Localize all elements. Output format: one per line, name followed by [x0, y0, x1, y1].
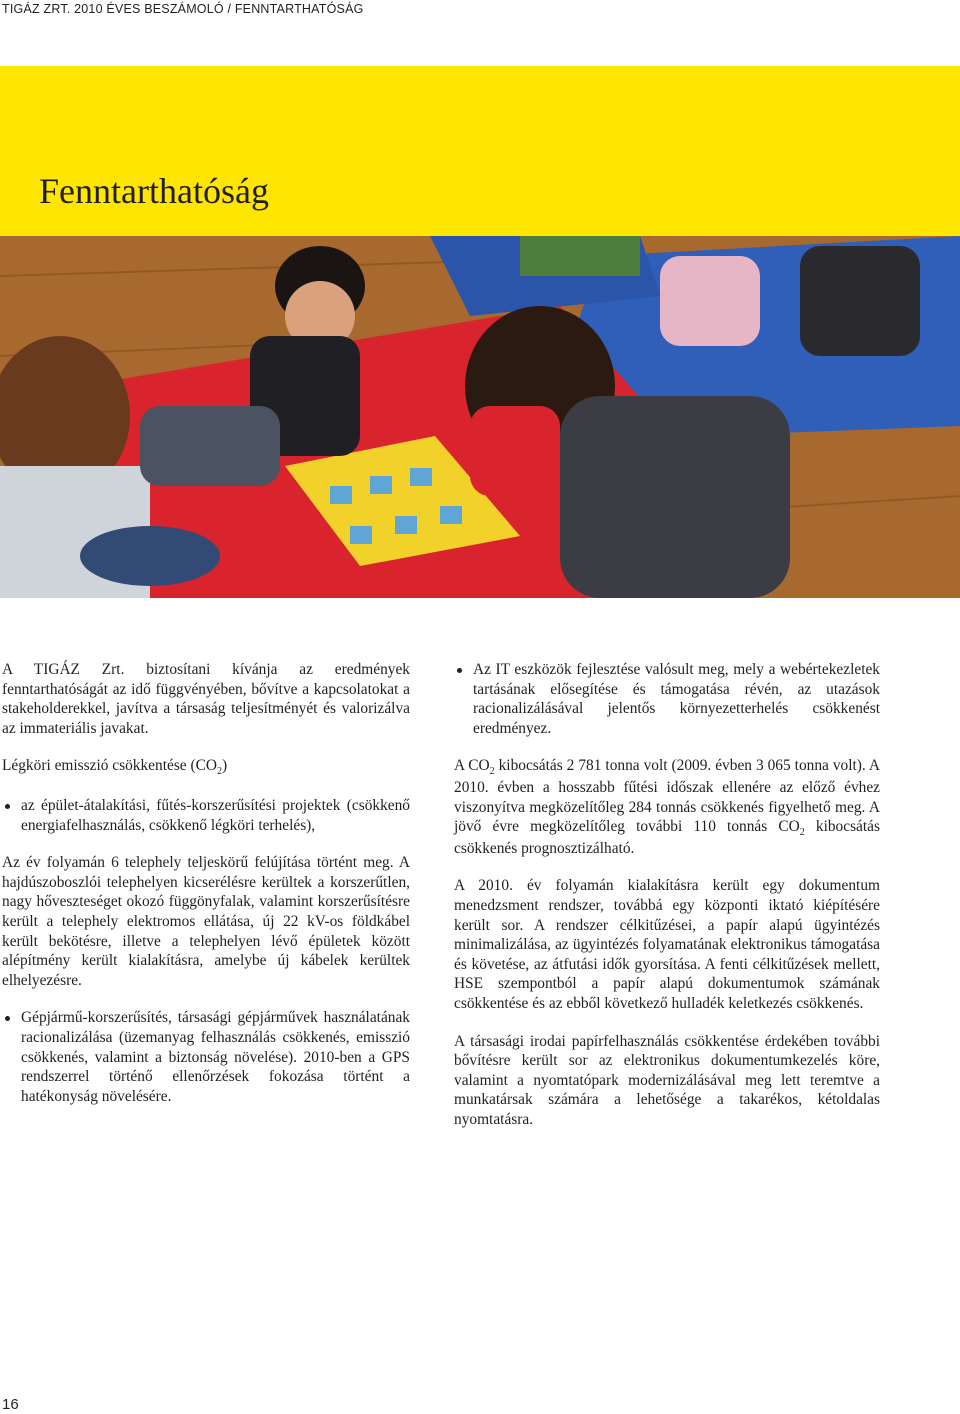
photo-illustration — [0, 236, 960, 598]
co2-subscript-b: 2 — [799, 827, 805, 839]
co2-paragraph — [454, 756, 880, 858]
running-header: TIGÁZ ZRT. 2010 ÉVES BESZÁMOLÓ / FENNTARTHATÓSÁG — [2, 2, 364, 16]
title-band — [0, 66, 960, 236]
co2-text-c: kibocsátás csökkenés prognosztizálható. — [454, 818, 880, 857]
left-column — [2, 660, 410, 1106]
bullet-dot-icon — [5, 804, 10, 809]
page-title: Fenntarthatóság — [39, 171, 269, 211]
document-management-paragraph: A 2010. év folyamán kialakításra került egy dokumentum menedzsment rendszer, továbbá egy központi iktató kiépítésére került sor. A rendszer célkitűzései, a papír alapú ügyintézés minimalizálása, az ügyintézés folyamatának elektronikus támogatása és követése, az átfutási idők gyorsítása. A fenti célkitűzések mellett, HSE szempontból a papír alapú dokumentumok számának csökkentése és az ebből következő hulladék keletkezés csökkenés. — [454, 877, 880, 1012]
page-number: 16 — [2, 1396, 19, 1413]
bullet-item-building — [2, 796, 410, 835]
section-heading-subscript: 2 — [217, 766, 222, 778]
section-heading — [2, 756, 410, 778]
children-playing-photo — [0, 236, 960, 598]
co2-text-a: A CO — [454, 757, 490, 775]
bullet-text: Gépjármű-korszerűsítés, társasági gépjárművek használatának racionalizálása (üzemanyag felhasználás csökkenés, emisszió csökkenés, valamint a biztonság növelése). 2010-ben a GPS rendszerrel történő ellenőrzések fokozása történt a hatékonyság növelésére. — [21, 1009, 410, 1105]
bullet-dot-icon — [5, 1016, 10, 1021]
paper-reduction-paragraph: A társasági irodai papírfelhasználás csökkentése érdekében további bővítésre került sor az elektronikus dokumentumkezelés köre, valamint a nyomtatópark modernizálásával meg lett teremtve a munkatársak számára a lehetősége a takarékos, kétoldalas nyomtatásra. — [454, 1032, 880, 1128]
bullet-text: Az IT eszközök fejlesztése valósult meg, mely a webértekezletek tartásának elősegítése és támogatása révén, az utazások racionalizálásával jelentős környezetterhelés csökkenést eredményez. — [473, 661, 880, 737]
right-column — [454, 660, 880, 1129]
co2-text-b: kibocsátás 2 781 tonna volt (2009. évben 3 065 tonna volt). A 2010. évben a hosszabb fűtési időszak ellenére az előző évhez viszonyítva megközelítőleg 284 tonnás csökkenés figyelhető meg. A jövő évre megközelítőleg további 110 tonnás CO — [454, 757, 880, 836]
bullet-item-it — [454, 660, 880, 738]
section-heading-text: Légköri emisszió csökkentése (CO — [2, 757, 217, 775]
bullet-text: az épület-átalakítási, fűtés-korszerűsítési projektek (csökkenő energiafelhasználás, csökkenő légköri terhelés), — [21, 796, 410, 834]
bullet-dot-icon — [457, 668, 462, 673]
bullet-item-vehicles — [2, 1008, 410, 1106]
renovation-paragraph: Az év folyamán 6 telephely teljeskörű felújítása történt meg. A hajdúszoboszlói telephelyen kicserélésre kerültek a korszerűtlen, nagy hőveszteséget okozó függönyfalak, valamint korszerűsítésre került a telephely elektromos ellátása, új 22 kV-os földkábel került bekötésre, illetve a telephelyen lévő épületek között alépítmény került kialakításra, amelybe új kábelek kerültek elhelyezésre. — [2, 854, 410, 989]
section-heading-close: ) — [222, 757, 228, 775]
intro-paragraph: A TIGÁZ Zrt. biztosítani kívánja az eredmények fenntarthatóságát az idő függvényében, bővítve a kapcsolatokat a stakeholderekkel, javítva a társaság teljesítményét és valorizálva az immateriális javakat. — [2, 661, 410, 737]
co2-subscript-a: 2 — [489, 766, 495, 778]
